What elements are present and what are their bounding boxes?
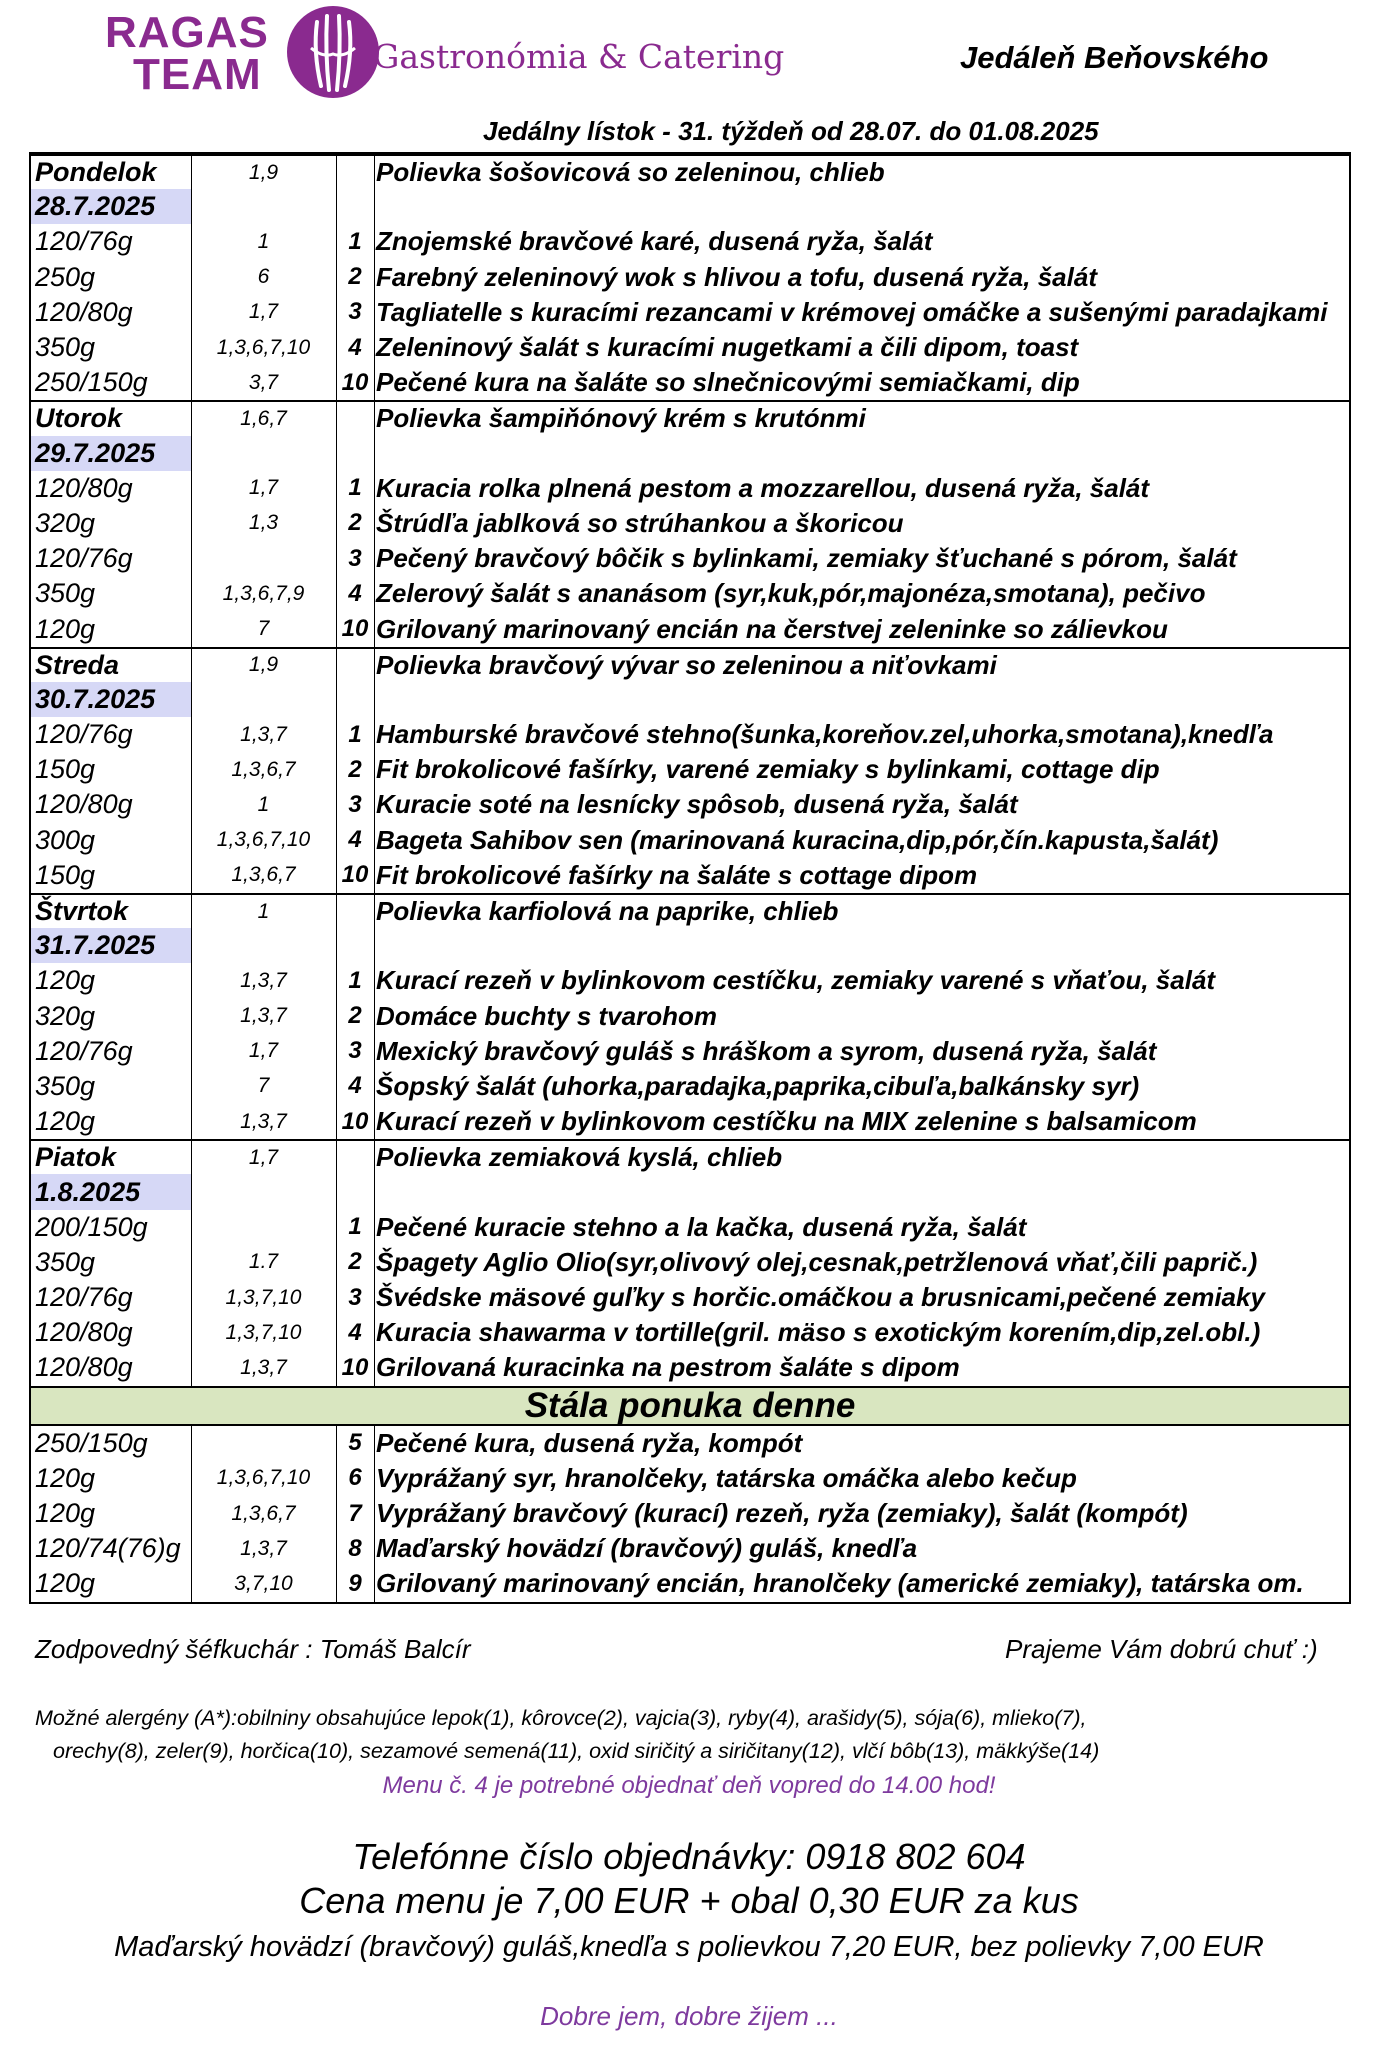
- menu-item-row: [31, 1350, 1349, 1385]
- menu-item-row: [31, 963, 1349, 998]
- portion-weight: 120g: [35, 1462, 96, 1493]
- menu-item-row: [31, 1104, 1349, 1139]
- menu-item-row: [31, 224, 1349, 259]
- menu-number: 3: [348, 1283, 362, 1311]
- dish-name: Kuracia shawarma v tortille(gril. mäso s exotickým korením,dip,zel.obl.): [376, 1317, 1261, 1348]
- dish-name: Grilovaný marinovaný encián na čerstvej zeleninke so zálievkou: [376, 613, 1168, 644]
- date-row: [31, 189, 1349, 224]
- soup-name: Polievka karfiolová na paprike, chlieb: [376, 896, 839, 927]
- menu-item-row: [31, 1531, 1349, 1566]
- dish-name: Farebný zeleninový wok s hlivou a tofu, dusená ryža, šalát: [376, 261, 1097, 292]
- allergen-codes: 1,7: [248, 1145, 279, 1169]
- menu-item-row: [31, 576, 1349, 611]
- menu-number: 1: [348, 966, 362, 994]
- portion-weight: 320g: [35, 1000, 96, 1031]
- dish-name: Vyprážaný bravčový (kurací) rezeň, ryža (zemiaky), šalát (kompót): [376, 1498, 1188, 1529]
- allergen-codes: 1,3,6,7,10: [216, 335, 311, 359]
- menu-table: [29, 152, 1351, 1604]
- menu-number: 3: [348, 1037, 362, 1065]
- menu-price: Cena menu je 7,00 EUR + obal 0,30 EUR za kus: [299, 1880, 1079, 1921]
- day-name: Streda: [35, 649, 120, 680]
- allergen-codes: 1: [257, 792, 270, 816]
- day-date: 1.8.2025: [31, 1174, 191, 1209]
- menu-item-row: [31, 752, 1349, 787]
- portion-weight: 320g: [35, 507, 96, 538]
- order-phone: Telefónne číslo objednávky: 0918 802 604: [352, 1836, 1026, 1877]
- dish-name: Tagliatelle s kuracími rezancami v krémovej omáčke a sušenými paradajkami: [376, 296, 1328, 327]
- portion-weight: 120/76g: [35, 719, 133, 750]
- menu-number: 3: [348, 298, 362, 326]
- portion-weight: 120/80g: [35, 1317, 133, 1348]
- menu-number: 10: [341, 1353, 369, 1381]
- motto: Dobre jem, dobre žijem ...: [540, 2001, 838, 2031]
- order-notice: Menu č. 4 je potrebné objednať deň vopred do 14.00 hod!: [382, 1772, 996, 1799]
- soup-row: [31, 154, 1349, 189]
- menu-item-row: [31, 260, 1349, 295]
- portion-weight: 350g: [35, 332, 96, 363]
- menu-item-row: [31, 787, 1349, 822]
- dish-name: Pečené kura na šaláte so slnečnicovými semiačkami, dip: [376, 367, 1080, 398]
- dish-name: Pečený bravčový bôčik s bylinkami, zemiaky šťuchané s pórom, šalát: [376, 543, 1237, 574]
- ragas-team-logo: [105, 2, 785, 102]
- portion-weight: 120/76g: [35, 226, 133, 257]
- date-row: [31, 436, 1349, 471]
- portion-weight: 120g: [35, 965, 96, 996]
- menu-number: 10: [341, 1107, 369, 1135]
- dish-name: Znojemské bravčové karé, dusená ryža, šalát: [376, 226, 933, 257]
- menu-item-row: [31, 1426, 1349, 1461]
- allergen-codes: 1: [257, 229, 270, 253]
- portion-weight: 300g: [35, 824, 96, 855]
- soup-row: [31, 1139, 1349, 1174]
- wish-text: Prajeme Vám dobrú chuť :): [1005, 1634, 1318, 1664]
- week-title: Jedálny lístok - 31. týždeň od 28.07. do 01.08.2025: [483, 116, 1099, 146]
- allergen-codes: 1,3: [248, 511, 279, 535]
- portion-weight: 200/150g: [35, 1211, 148, 1242]
- menu-item-row: [31, 1496, 1349, 1531]
- day-date: 30.7.2025: [31, 682, 191, 717]
- menu-number: 2: [348, 755, 362, 783]
- menu-number: 3: [348, 790, 362, 818]
- date-row: [31, 928, 1349, 963]
- menu-number: 8: [348, 1534, 362, 1562]
- menu-item-row: [31, 999, 1349, 1034]
- soup-row: [31, 400, 1349, 435]
- dish-name: Šopský šalát (uhorka,paradajka,paprika,cibuľa,balkánsky syr): [376, 1070, 1140, 1101]
- allergen-codes: 1,3,6,7,9: [222, 581, 305, 605]
- allergen-codes: 7: [257, 617, 270, 641]
- allergen-codes: 1,3,7: [240, 968, 287, 992]
- allergen-codes: 1,3,6,7: [231, 757, 296, 781]
- allergen-codes: 1,3,7: [240, 1355, 287, 1379]
- soup-name: Polievka bravčový vývar so zeleninou a niťovkami: [376, 649, 997, 680]
- dish-name: Kuracie soté na lesnícky spôsob, dusená ryža, šalát: [376, 789, 1018, 820]
- allergen-codes: [191, 1210, 336, 1245]
- dish-name: Štrúdľa jablková so strúhankou a škoricou: [376, 507, 904, 538]
- menu-item-row: [31, 1280, 1349, 1315]
- menu-number: 2: [348, 1248, 362, 1276]
- menu-number: 4: [348, 333, 362, 361]
- menu-number: 3: [348, 544, 362, 572]
- portion-weight: 120/76g: [35, 543, 133, 574]
- logo-text-ragas: RAGAS: [105, 8, 269, 57]
- menu-item-row: [31, 611, 1349, 646]
- allergen-codes: 1,3,7,10: [225, 1285, 302, 1309]
- allergen-codes: 1,3,6,7,10: [216, 1466, 311, 1490]
- day-date: 31.7.2025: [31, 928, 191, 963]
- menu-number: 1: [348, 720, 362, 748]
- menu-item-row: [31, 858, 1349, 893]
- portion-weight: 120g: [35, 1106, 96, 1137]
- allergen-legend-line: orechy(8), zeler(9), horčica(10), sezamové semená(11), oxid siričitý a siričitany(12), vlčí bôb(13), mäkkýše(14): [53, 1739, 1100, 1763]
- menu-number: 7: [348, 1499, 362, 1527]
- portion-weight: 120/80g: [35, 789, 133, 820]
- menu-number: 1: [348, 227, 362, 255]
- dish-name: Vyprážaný syr, hranolčeky, tatárska omáčka alebo kečup: [376, 1462, 1077, 1493]
- allergen-codes: 1,9: [248, 160, 279, 184]
- allergen-codes: 1,3,7: [240, 1004, 287, 1028]
- menu-number: 2: [348, 263, 362, 291]
- menu-number: 4: [348, 579, 362, 607]
- dish-name: Hamburské bravčové stehno(šunka,koreňov.zel,uhorka,smotana),knedľa: [376, 719, 1274, 750]
- dish-name: Pečené kuracie stehno a la kačka, dusená ryža, šalát: [376, 1211, 1027, 1242]
- menu-item-row: [31, 717, 1349, 752]
- allergen-codes: 1,3,7: [240, 1109, 287, 1133]
- logo-text-team: TEAM: [133, 50, 262, 99]
- dish-name: Bageta Sahibov sen (marinovaná kuracina,dip,pór,čín.kapusta,šalát): [376, 824, 1219, 855]
- dish-name: Pečené kura, dusená ryža, kompót: [376, 1427, 803, 1458]
- menu-item-row: [31, 506, 1349, 541]
- allergen-codes: 3,7: [248, 370, 279, 394]
- portion-weight: 120/74(76)g: [35, 1533, 181, 1564]
- dish-name: Švédske mäsové guľky s horčic.omáčkou a brusnicami,pečené zemiaky: [376, 1282, 1265, 1313]
- dish-name: Fit brokolicové fašírky na šaláte s cottage dipom: [376, 859, 978, 890]
- portion-weight: 350g: [35, 578, 96, 609]
- day-date: 29.7.2025: [31, 436, 191, 471]
- portion-weight: 350g: [35, 1246, 96, 1277]
- allergen-codes: 7: [257, 1074, 270, 1098]
- portion-weight: 150g: [35, 859, 96, 890]
- allergen-codes: 3,7,10: [234, 1571, 293, 1595]
- menu-item-row: [31, 1034, 1349, 1069]
- menu-item-row: [31, 295, 1349, 330]
- dish-name: Kurací rezeň v bylinkovom cestíčku, zemiaky varené s vňaťou, šalát: [376, 965, 1216, 996]
- allergen-codes: 1,9: [248, 653, 279, 677]
- menu-item-row: [31, 365, 1349, 400]
- day-date: 28.7.2025: [31, 189, 191, 224]
- date-row: [31, 1174, 1349, 1209]
- day-name: Utorok: [35, 403, 122, 434]
- allergen-codes: [191, 1426, 336, 1461]
- allergen-legend: [35, 1702, 1345, 1768]
- menu-number: 4: [348, 1318, 362, 1346]
- allergen-codes: 1,3,6,7,10: [216, 828, 311, 852]
- dish-name: Fit brokolicové fašírky, varené zemiaky s bylinkami, cottage dip: [376, 754, 1160, 785]
- allergen-codes: 1,3,7: [240, 1536, 287, 1560]
- portion-weight: 120/76g: [35, 1282, 133, 1313]
- allergen-legend-line: Možné alergény (A*):obilniny obsahujúce lepok(1), kôrovce(2), vajcia(3), ryby(4), arašidy(5), sója(6), mlieko(7),: [35, 1706, 1087, 1730]
- portion-weight: 250g: [35, 261, 96, 292]
- menu-number: 4: [348, 1072, 362, 1100]
- menu-number: 4: [348, 826, 362, 854]
- soup-row: [31, 893, 1349, 928]
- day-name: Pondelok: [35, 157, 157, 188]
- portion-weight: 350g: [35, 1070, 96, 1101]
- menu-number: 6: [348, 1464, 362, 1492]
- menu-item-row: [31, 471, 1349, 506]
- menu-number: 5: [348, 1429, 362, 1457]
- menu-item-row: [31, 823, 1349, 858]
- menu-number: 2: [348, 509, 362, 537]
- dish-name: Mexický bravčový guláš s hráškom a syrom, dusená ryža, šalát: [376, 1035, 1157, 1066]
- dish-name: Domáce buchty s tvarohom: [376, 1000, 717, 1031]
- date-row: [31, 682, 1349, 717]
- soup-name: Polievka šošovicová so zeleninou, chlieb: [376, 157, 885, 188]
- allergen-codes: [191, 541, 336, 576]
- chef-hands-logo-icon: [283, 2, 383, 102]
- allergen-codes: 1.7: [248, 1250, 279, 1274]
- menu-number: 10: [341, 861, 369, 889]
- menu-item-row: [31, 1069, 1349, 1104]
- allergen-codes: 1: [257, 899, 270, 923]
- portion-weight: 250/150g: [35, 367, 148, 398]
- menu-number: 10: [341, 368, 369, 396]
- menu-item-row: [31, 541, 1349, 576]
- menu-number: 2: [348, 1002, 362, 1030]
- menu-number: 1: [348, 1213, 362, 1241]
- allergen-codes: 1,7: [248, 300, 279, 324]
- allergen-codes: 1,3,6,7: [231, 863, 296, 887]
- allergen-codes: 1,3,7,10: [225, 1320, 302, 1344]
- dish-name: Zelerový šalát s ananásom (syr,kuk,pór,majonéza,smotana), pečivo: [376, 578, 1206, 609]
- portion-weight: 120g: [35, 613, 96, 644]
- portion-weight: 120g: [35, 1568, 96, 1599]
- dish-name: Grilovaná kuracinka na pestrom šaláte s dipom: [376, 1352, 960, 1383]
- dish-name: Kuracia rolka plnená pestom a mozzarellou, dusená ryža, šalát: [376, 472, 1150, 503]
- dish-name: Grilovaný marinovaný encián, hranolčeky (americké zemiaky), tatárska om.: [376, 1568, 1304, 1599]
- allergen-codes: 1,7: [248, 476, 279, 500]
- menu-item-row: [31, 330, 1349, 365]
- allergen-codes: 1,7: [248, 1039, 279, 1063]
- dish-name: Kurací rezeň v bylinkovom cestíčku na MIX zelenine s balsamicom: [376, 1106, 1197, 1137]
- menu-item-row: [31, 1315, 1349, 1350]
- gulas-price: Maďarský hovädzí (bravčový) guláš,knedľa s polievkou 7,20 EUR, bez polievky 7,00 EUR: [114, 1931, 1264, 1963]
- day-name: Piatok: [35, 1142, 117, 1173]
- day-name: Štvrtok: [35, 896, 129, 927]
- menu-number: 1: [348, 474, 362, 502]
- allergen-codes: 1,3,6,7: [231, 1501, 296, 1525]
- portion-weight: 120/80g: [35, 296, 133, 327]
- canteen-name: Jedáleň Beňovského: [960, 40, 1269, 75]
- dish-name: Zeleninový šalát s kuracími nugetkami a čili dipom, toast: [376, 332, 1079, 363]
- soup-name: Polievka zemiaková kyslá, chlieb: [376, 1142, 783, 1173]
- menu-number: 10: [341, 615, 369, 643]
- menu-item-row: [31, 1566, 1349, 1601]
- logo-subtitle: Gastronómia & Catering: [373, 37, 785, 76]
- dish-name: Špagety Aglio Olio(syr,olivový olej,cesnak,petržlenová vňať,čili paprič.): [376, 1246, 1258, 1277]
- soup-name: Polievka šampiňónový krém s krutónmi: [376, 403, 866, 434]
- menu-item-row: [31, 1461, 1349, 1496]
- soup-row: [31, 647, 1349, 682]
- portion-weight: 120g: [35, 1498, 96, 1529]
- menu-item-row: [31, 1245, 1349, 1280]
- dish-name: Maďarský hovädzí (bravčový) guláš, knedľa: [376, 1533, 918, 1564]
- portion-weight: 120/76g: [35, 1035, 133, 1066]
- allergen-codes: 1,3,7: [240, 722, 287, 746]
- menu-item-row: [31, 1210, 1349, 1245]
- portion-weight: 120/80g: [35, 472, 133, 503]
- allergen-codes: 6: [257, 265, 270, 289]
- portion-weight: 150g: [35, 754, 96, 785]
- chef-name: Zodpovedný šéfkuchár : Tomáš Balcír: [35, 1634, 471, 1664]
- menu-number: 9: [348, 1569, 362, 1597]
- portion-weight: 250/150g: [35, 1427, 148, 1458]
- standing-offer-heading: Stála ponuka denne: [31, 1386, 1349, 1426]
- portion-weight: 120/80g: [35, 1352, 133, 1383]
- allergen-codes: 1,6,7: [240, 406, 287, 430]
